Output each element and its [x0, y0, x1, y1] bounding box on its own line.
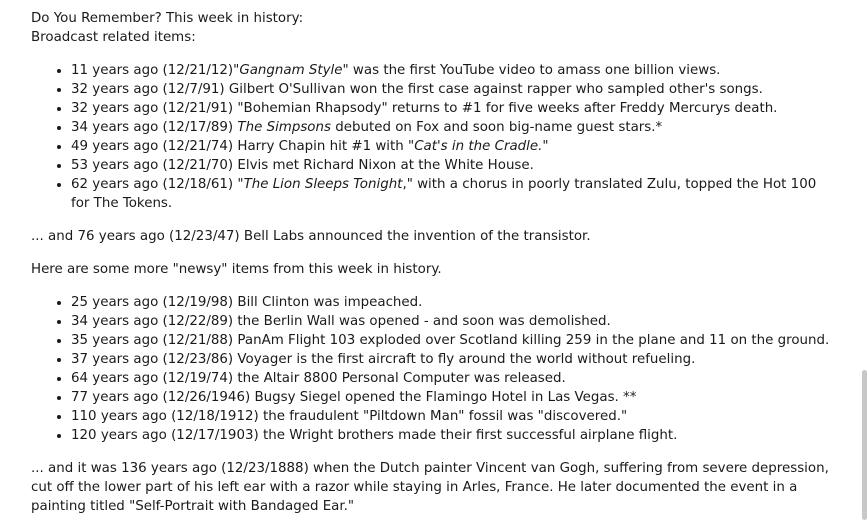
list-item: • 77 years ago (12/26/1946) Bugsy Siegel opened the Flamingo Hotel in Las Vegas. **	[71, 388, 831, 407]
transistor-paragraph: ... and 76 years ago (12/23/47) Bell Labs announced the invention of the transistor.	[31, 229, 591, 244]
list-item: • 49 years ago (12/21/74) Harry Chapin hit #1 with "Cat's in the Cradle."	[71, 137, 831, 156]
intro-heading: Do You Remember? This week in history:	[31, 11, 304, 26]
van-gogh-paragraph: ... and it was 136 years ago (12/23/1888) when the Dutch painter Vincent van Gogh, suffering from severe depression, cut off the lower part of his left ear with a razor while staying in Arles, France. He later documented the event in a painting titled "Self-Portrait with Bandaged Ear."	[31, 461, 829, 514]
vertical-scrollbar[interactable]	[860, 0, 868, 520]
newsy-intro-paragraph: Here are some more "newsy" items from this week in history.	[31, 262, 442, 277]
list-item: • 53 years ago (12/21/70) Elvis met Richard Nixon at the White House.	[71, 156, 831, 175]
list-item: • 34 years ago (12/22/89) the Berlin Wall was opened - and soon was demolished.	[71, 312, 831, 331]
scrollbar-thumb[interactable]	[862, 370, 867, 520]
list-item: • 32 years ago (12/21/91) "Bohemian Rhapsody" returns to #1 for five weeks after Freddy Mercurys death.	[71, 99, 831, 118]
intro-block	[31, 9, 831, 47]
article-body	[31, 9, 831, 530]
list-item: • 11 years ago (12/21/12)"Gangnam Style" was the first YouTube video to amass one billion views.	[71, 61, 831, 80]
list-item: • 35 years ago (12/21/88) PanAm Flight 103 exploded over Scotland killing 259 in the plane and 11 on the ground.	[71, 331, 831, 350]
broadcast-items-list	[31, 61, 831, 213]
list-item: • 64 years ago (12/19/74) the Altair 8800 Personal Computer was released.	[71, 369, 831, 388]
list-item: • 120 years ago (12/17/1903) the Wright brothers made their first successful airplane flight.	[71, 426, 831, 445]
list-item: • 62 years ago (12/18/61) "The Lion Sleeps Tonight," with a chorus in poorly translated Zulu, topped the Hot 100 for The Tokens.	[71, 175, 831, 213]
list-item: • 110 years ago (12/18/1912) the fraudulent "Piltdown Man" fossil was "discovered."	[71, 407, 831, 426]
list-item: • 37 years ago (12/23/86) Voyager is the first aircraft to fly around the world without refueling.	[71, 350, 831, 369]
list-item: • 25 years ago (12/19/98) Bill Clinton was impeached.	[71, 293, 831, 312]
list-item: • 32 years ago (12/7/91) Gilbert O'Sullivan won the first case against rapper who sampled other's songs.	[71, 80, 831, 99]
news-items-list	[31, 293, 831, 445]
intro-subheading: Broadcast related items:	[31, 30, 196, 45]
list-item: • 34 years ago (12/17/89) The Simpsons debuted on Fox and soon big-name guest stars.*	[71, 118, 831, 137]
